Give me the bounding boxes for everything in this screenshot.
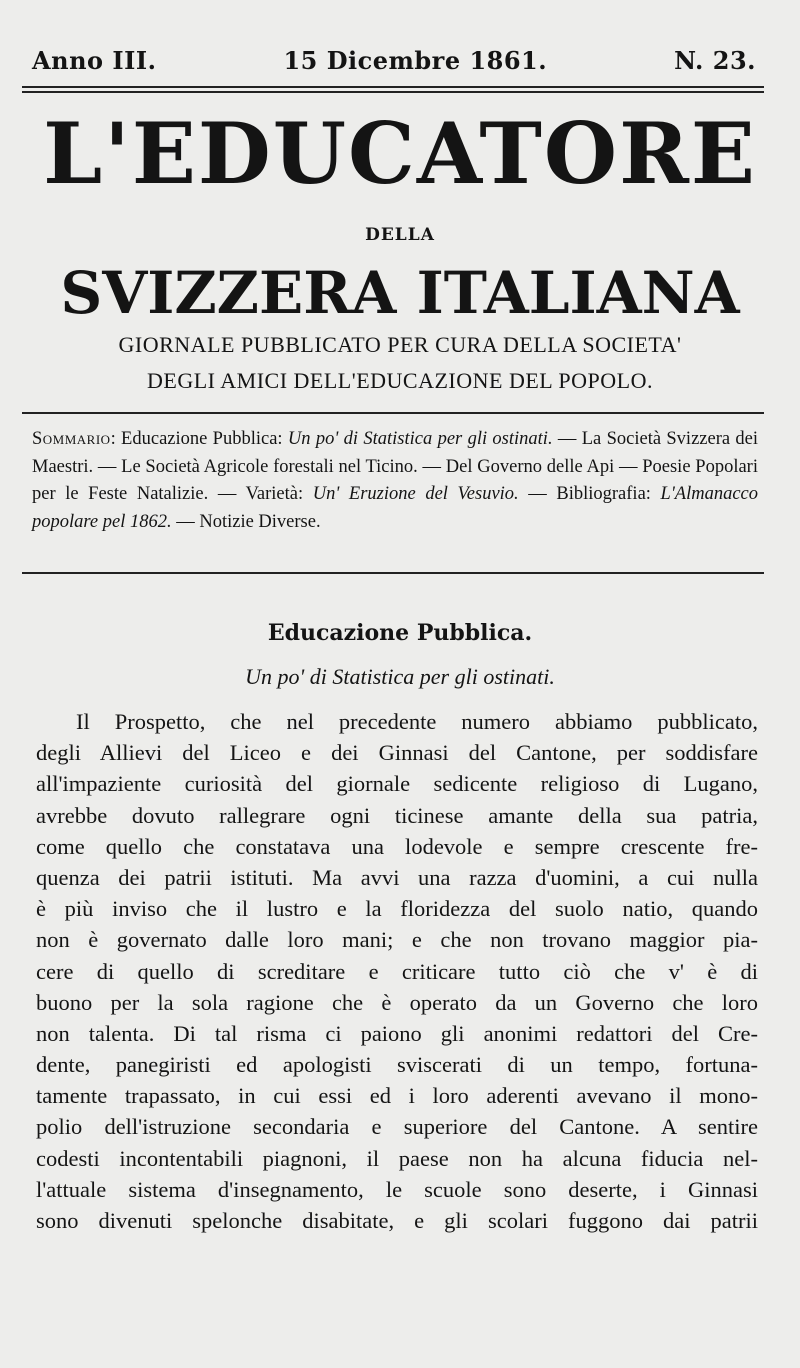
summary-block (32, 426, 758, 536)
body-line: tamente trapassato, in cui essi ed i loro aderenti avevano il mono- (36, 1083, 758, 1109)
newspaper-subtitle: SVIZZERA ITALIANA (60, 259, 740, 327)
body-line: dente, panegiristi ed apologisti sviscerati di un tempo, fortuna- (36, 1052, 758, 1078)
summary-text-4: — Notizie Diverse. (171, 511, 321, 532)
body-line: polio dell'istruzione secondaria e superiore del Cantone. A sentire (36, 1114, 758, 1140)
tagline-line-1: GIORNALE PUBBLICATO PER CURA DELLA SOCIETA' (118, 332, 682, 357)
summary-text-2: — La Società Svizzera dei Maestri. — Le Società Agricole forestali nel Ticino. — Del Governo delle Api — Poesie Popolari per le Feste Natalizie. — Varietà: (32, 429, 759, 504)
body-line: non è governato dalle loro mani; e che non trovano maggior pia- (36, 927, 758, 953)
body-line: quenza dei patrii istituti. Ma avvi una razza d'uomini, a cui nulla (36, 864, 758, 890)
masthead-number: N. 23. (674, 46, 756, 75)
body-line: cere di quello di screditare e criticare tutto ciò che v' è di (36, 958, 758, 984)
summary-italic-1: Un po' di Statistica per gli ostinati. (287, 429, 553, 449)
body-line: sono divenuti spelonche disabitate, e gli scolari fuggono dai patrii (36, 1208, 758, 1233)
body-line: è più inviso che il lustro e la floridezza del suolo natio, quando (36, 896, 758, 922)
body-line: avrebbe dovuto rallegrare ogni ticinese amante della sua patria, (36, 802, 758, 828)
body-line: degli Allievi del Liceo e dei Ginnasi del Cantone, per soddisfare (36, 740, 758, 766)
title-della: DELLA (365, 225, 435, 245)
summary-top-rule (22, 412, 764, 414)
masthead-date: 15 Dicembre 1861. (283, 46, 548, 75)
body-line: buono per la sola ragione che è operato da un Governo che loro (36, 989, 758, 1015)
summary-text-3: — Bibliografia: (518, 484, 661, 504)
body-line: come quello che constatava una lodevole e sempre crescente fre- (36, 833, 758, 859)
summary-text-1: : Educazione Pubblica: (110, 429, 288, 449)
summary-italic-2: Un' Eruzione del Vesuvio. (312, 484, 519, 504)
body-line: non talenta. Di tal risma ci paiono gli anonimi redattori del Cre- (36, 1020, 758, 1046)
newspaper-title: L'EDUCATORE (43, 104, 757, 203)
summary-bottom-rule (22, 572, 764, 574)
summary-italic-3: L'Almanacco popolare pel 1862. (32, 484, 758, 532)
article-body (36, 706, 758, 1236)
body-line: Il Prospetto, che nel precedente numero abbiamo pubblicato, (76, 709, 758, 734)
masthead-line (32, 46, 756, 75)
tagline-line-2: DEGLI AMICI DELL'EDUCAZIONE DEL POPOLO. (147, 368, 653, 393)
masthead-year: Anno III. (32, 46, 157, 75)
article-title: Un po' di Statistica per gli ostinati. (245, 664, 555, 689)
body-line: codesti incontentabili piagnoni, il paese non ha alcuna fiducia nel- (36, 1145, 758, 1171)
masthead-rule (22, 86, 764, 93)
summary-label: Sommario (32, 429, 111, 449)
body-line: l'attuale sistema d'insegnamento, le scuole sono deserte, i Ginnasi (36, 1176, 758, 1202)
section-heading: Educazione Pubblica. (267, 620, 533, 646)
body-line: all'impaziente curiosità del giornale sedicente religioso di Lugano, (36, 771, 758, 797)
